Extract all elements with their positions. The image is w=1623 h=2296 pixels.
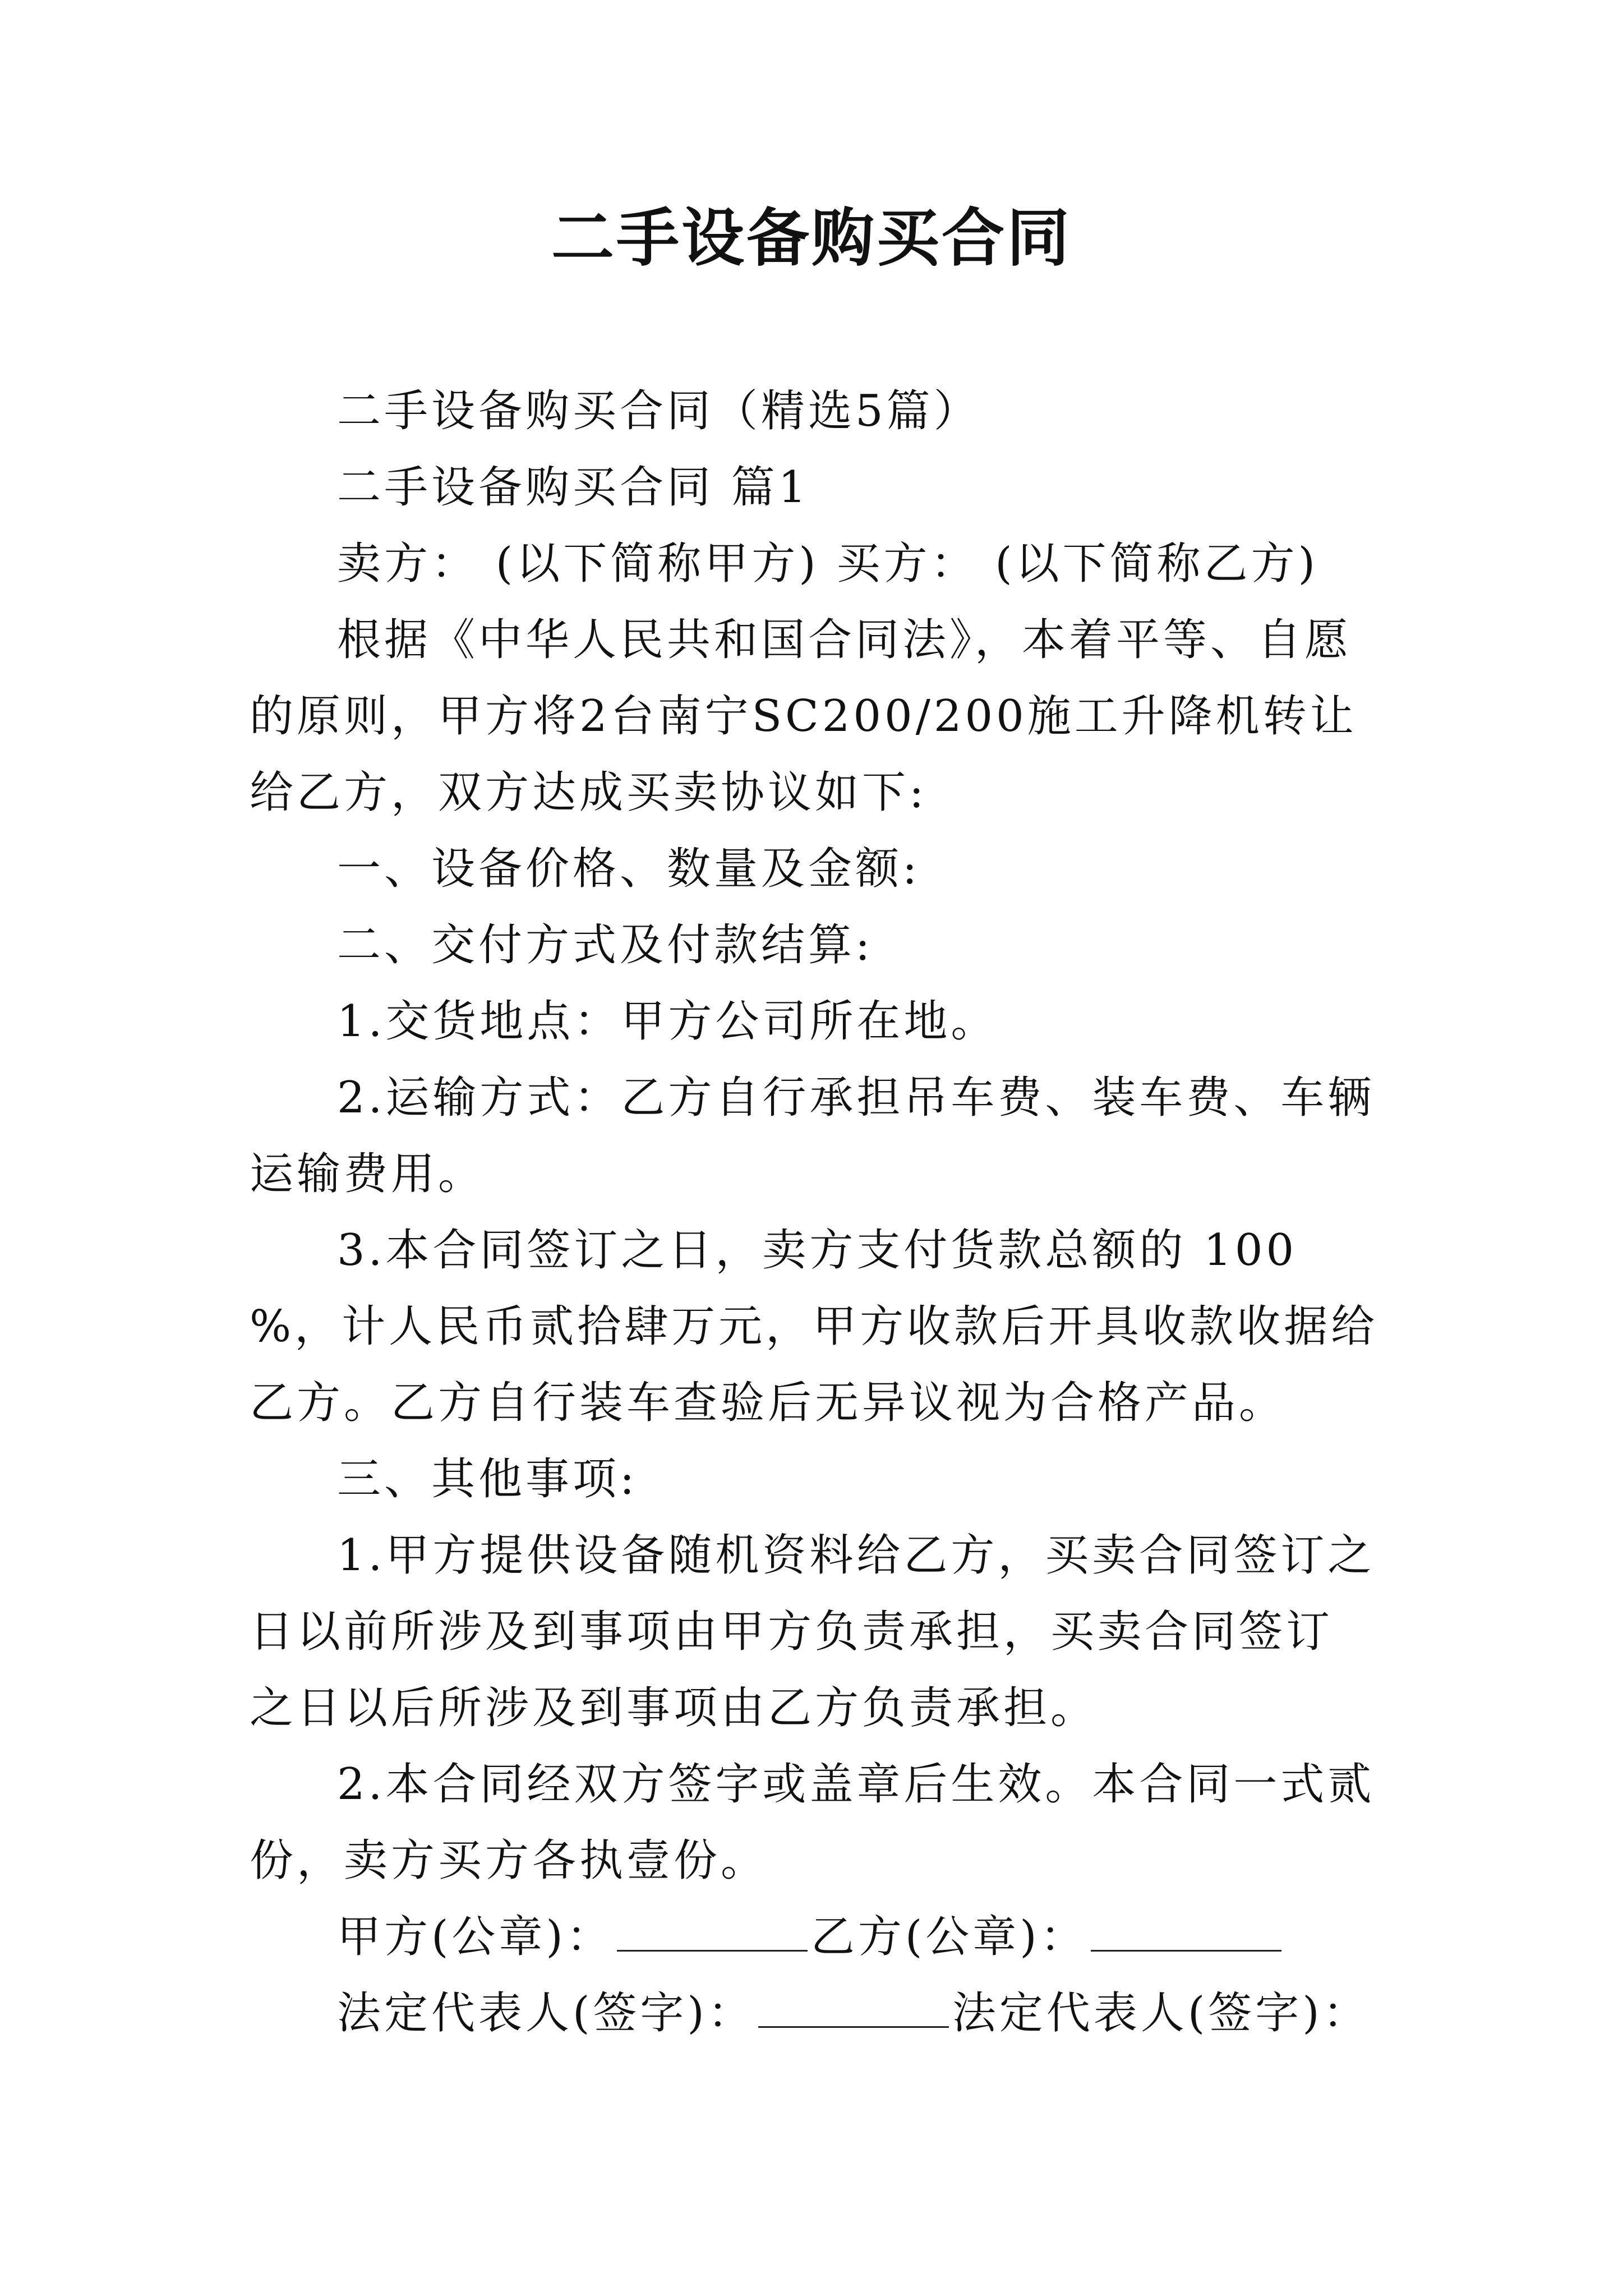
paragraph-responsibility: 1.甲方提供设备随机资料给乙方，买卖合同签订之日以前所涉及到事项由甲方负责承担，买卖合同签订之日以后所涉及到事项由乙方负责承担。 [250, 1530, 1375, 1733]
party-a-seal-blank[interactable] [617, 1906, 808, 1952]
paragraph-clause-delivery: 二、交付方式及付款结算: [337, 920, 874, 970]
paragraph-transport: 2.运输方式：乙方自行承担吊车费、装车费、车辆运输费用。 [250, 1073, 1375, 1199]
document-body [250, 373, 1380, 2051]
party-a-seal-label: 甲方(公章)： [337, 1912, 614, 1962]
paragraph-clause-other: 三、其他事项: [337, 1454, 638, 1504]
paragraph-payment: 3.本合同签订之日，卖方支付货款总额的 100 %，计人民币贰拾肆万元，甲方收款后开具收款收据给乙方。乙方自行装车查验后无异议视为合格产品。 [250, 1225, 1378, 1428]
paragraph-clause-price: 一、设备价格、数量及金额: [337, 844, 921, 894]
paragraph-effectiveness: 2.本合同经双方签字或盖章后生效。本合同一式贰份，卖方买方各执壹份。 [250, 1759, 1375, 1886]
paragraph-subtitle: 二手设备购买合同（精选5篇） [337, 386, 981, 436]
party-b-seal-blank[interactable] [1091, 1906, 1281, 1952]
paragraph-parties: 卖方： (以下简称甲方) 买方： (以下简称乙方) [337, 539, 1319, 589]
party-b-seal-label: 乙方(公章)： [810, 1912, 1087, 1962]
rep-a-blank[interactable] [758, 1982, 949, 2028]
rep-a-label: 法定代表人(签字)： [337, 1988, 755, 2039]
paragraph-delivery-location: 1.交货地点：甲方公司所在地。 [337, 996, 998, 1047]
rep-b-label: 法定代表人(签字)： [952, 1988, 1370, 2039]
document-title: 二手设备购买合同 [551, 201, 1072, 275]
signature-line-representatives [250, 1975, 1380, 2051]
paragraph-section-heading: 二手设备购买合同 篇1 [337, 462, 810, 513]
paragraph-preamble: 根据《中华人民共和国合同法》，本着平等、自愿的原则，甲方将2台南宁SC200/200施工升降机转让给乙方，双方达成买卖协议如下: [250, 615, 1357, 818]
signature-line-seals [250, 1899, 1380, 1975]
